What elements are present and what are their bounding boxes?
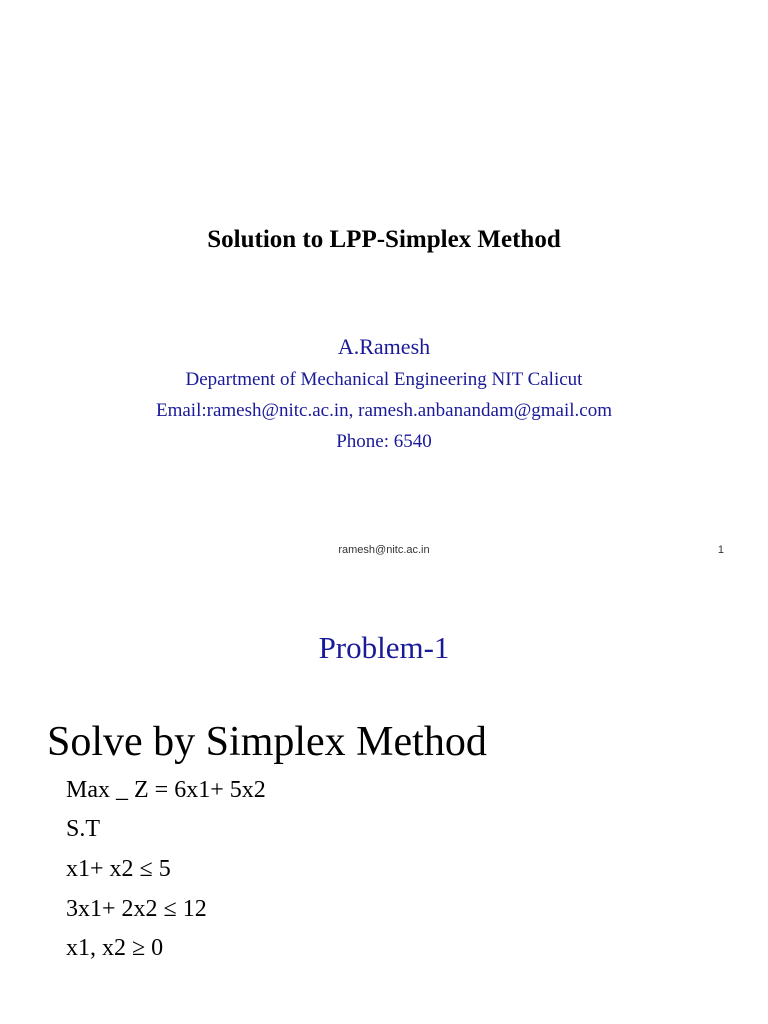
objective-function: Max _ Z = 6x1+ 5x2 (66, 777, 266, 803)
subject-to-label: S.T (66, 816, 101, 842)
constraint-1: x1+ x2 ≤ 5 (66, 856, 171, 882)
constraint-2: 3x1+ 2x2 ≤ 12 (66, 896, 207, 922)
problem-heading: Solve by Simplex Method (47, 719, 487, 765)
author-name: A.Ramesh (337, 334, 431, 359)
page-number: 1 (717, 544, 724, 556)
footer-email: ramesh@nitc.ac.in (338, 544, 430, 556)
phone-line: Phone: 6540 (336, 431, 432, 452)
slide-title: Solution to LPP-Simplex Method (207, 226, 561, 253)
problem-slide (0, 580, 768, 1024)
non-negativity-constraint: x1, x2 ≥ 0 (66, 935, 164, 961)
problem-title: Problem-1 (318, 630, 450, 665)
email-line: Email:ramesh@nitc.ac.in, ramesh.anbanandam@gmail.com (155, 400, 612, 421)
department-line: Department of Mechanical Engineering NIT Calicut (185, 369, 583, 390)
